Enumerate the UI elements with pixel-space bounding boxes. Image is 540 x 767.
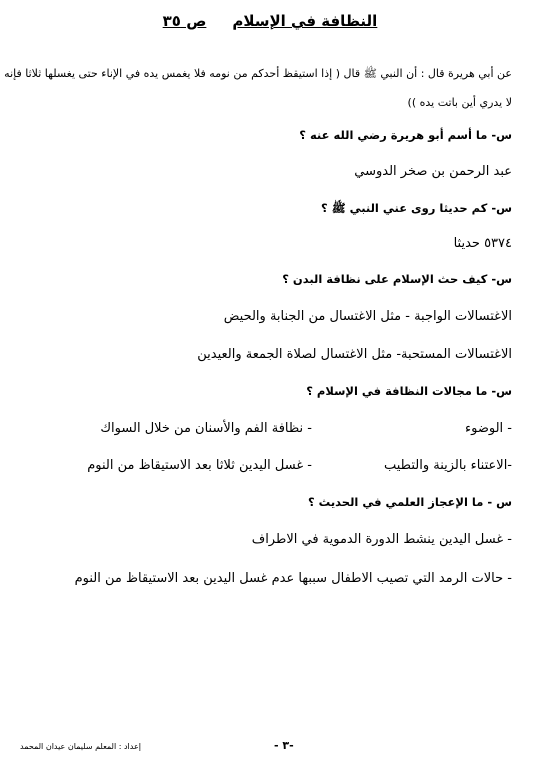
question-1: س- ما أسم أبو هريرة رضي الله عنه ؟: [299, 128, 512, 142]
question-3: س- كيف حث الإسلام على نظافة البدن ؟: [282, 272, 512, 286]
page-number: - ٣-: [274, 739, 294, 752]
answer-3-item-2: الاغتسالات المستحبة- مثل الاغتسال لصلاة الجمعة والعيدين: [197, 347, 512, 362]
answer-4-item-handwash: - غسل اليدين ثلاثا بعد الاستيقاظ من النوم: [87, 458, 312, 473]
answer-3-item-1: الاغتسالات الواجبة - مثل الاغتسال من الجنابة والحيض: [223, 309, 512, 324]
answer-5-item-1: - غسل اليدين ينشط الدورة الدموية في الاطراف: [251, 532, 512, 547]
question-4: س- ما مجالات النظافة في الإسلام ؟: [306, 384, 512, 398]
question-2: س- كم حديثا روى عني النبي ﷺ ؟: [321, 201, 512, 215]
author-credit: إعداد : المعلم سليمان عيدان المحمد: [20, 742, 141, 751]
hadith-line-2: لا يدري أين باتت يده )): [407, 96, 512, 109]
answer-4-item-adornment: -الاعتناء بالزينة والتطيب: [383, 458, 512, 473]
title-page-ref: ص ٣٥: [162, 12, 207, 30]
answer-4-item-wudu: - الوضوء: [465, 421, 512, 436]
question-5: س - ما الإعجاز العلمي في الحديث ؟: [307, 495, 512, 509]
title-text: النظافة في الإسلام: [232, 12, 378, 30]
page-title: [0, 12, 540, 30]
hadith-line-1: عن أبي هريرة قال : أن النبي ﷺ قال ( إذا استيقظ أحدكم من نومه فلا يغمس يده في الإناء حتى يغسلها ثلاثا فإنه: [4, 67, 512, 80]
answer-5-item-2: - حالات الرمد التي تصيب الاطفال سببها عدم غسل اليدين بعد الاستيقاظ من النوم: [74, 571, 512, 586]
answer-1: عبد الرحمن بن صخر الدوسي: [354, 164, 512, 179]
answer-4-item-siwak: - نظافة الفم والأسنان من خلال السواك: [100, 421, 312, 436]
answer-2: ٥٣٧٤ حديثا: [453, 236, 512, 251]
